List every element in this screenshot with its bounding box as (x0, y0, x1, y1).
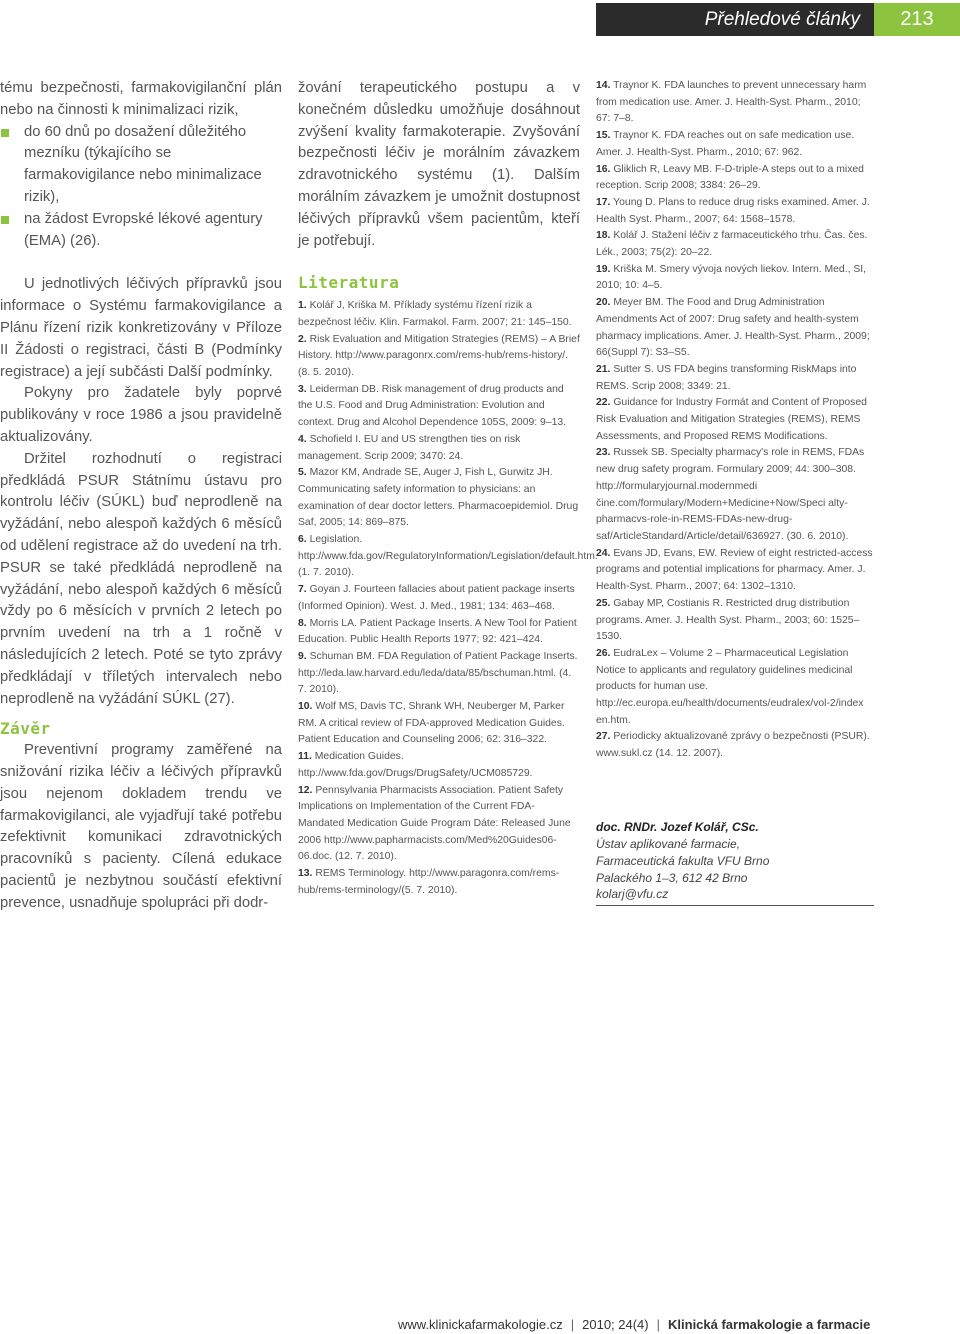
intro-text: tému bezpečnosti, farmakovigilanční plán nebo na činnosti k minimalizaci rizik, (0, 80, 282, 118)
reference-number: 14. (596, 80, 611, 91)
reference-number: 6. (298, 534, 307, 546)
reference-item (596, 228, 876, 261)
reference-text: Medication Guides. http://www.fda.gov/Drugs/DrugSafety/UCM085729. (298, 751, 533, 779)
reference-number: 5. (298, 467, 307, 479)
reference-item (298, 382, 580, 432)
reference-item (298, 582, 580, 615)
footer-website[interactable]: www.klinickafarmakologie.cz (398, 1317, 563, 1332)
column-left (0, 78, 282, 914)
reference-number: 12. (298, 784, 313, 796)
reference-item (596, 295, 876, 362)
reference-number: 8. (298, 617, 307, 629)
reference-number: 20. (596, 297, 611, 309)
reference-text: Wolf MS, Davis TC, Shrank WH, Neuberger M, Parker RM. A critical review of FDA-approved Medication Guides. Patient Education and Counseling 2006; 62: 316–322. (298, 701, 565, 746)
reference-number: 9. (298, 650, 307, 662)
author-block (596, 819, 874, 907)
author-address: Palackého 1–3, 612 42 Brno (596, 870, 748, 885)
reference-text: Russek SB. Specialty pharmacy's role in REMS, FDAs new drug safety program. Formulary 2009; 44: 300–308. http://formularyjournal.modernmedi čine.com/formulary/Modern+Medicine+Now/Speci alty-pharmacvs-role-in-REMS-FDAs-new-drug-saf/ArticleStandard/Article/detail/636927. (30. 6. 2010). (596, 447, 865, 542)
footer-journal: Klinická farmakologie a farmacie (668, 1317, 871, 1332)
reference-item (298, 532, 598, 582)
reference-list (298, 298, 598, 899)
page-header (596, 3, 960, 36)
author-email[interactable]: kolarj@vfu.cz (596, 887, 669, 902)
reference-text: Schofield I. EU and US strengthen ties on risk management. Scrip 2009; 3470: 24. (298, 433, 521, 462)
reference-number: 26. (596, 647, 611, 659)
page-footer: www.klinickafarmakologie.cz | 2010; 24(4) | Klinická farmakologie a farmacie (398, 1317, 871, 1332)
reference-number: 25. (596, 597, 611, 609)
reference-item (298, 866, 580, 899)
bullet-square-icon (1, 129, 9, 137)
reference-number: 27. (596, 731, 611, 743)
reference-text: Kolář J. Stažení léčiv z farmaceutického trhu. Čas. čes. Lék., 2003; 75(2): 20–22. (596, 230, 868, 259)
reference-text: Traynor K. FDA reaches out on safe medication use. Amer. J. Health-Syst. Pharm., 2010; 67: 962. (596, 130, 855, 158)
reference-item (596, 395, 876, 445)
continuation-text: žování terapeutického postupu a v konečném důsledku umožňuje dosáhnout zvýšení kvality farmakoterapie. Zvyšování bezpečnosti léčiv je morálním závazkem zdravotnického systému (1). Dalším morálním závazkem je umožnit dostupnost léčivých přípravků všem pacientům, kteří je potřebují. (298, 80, 580, 249)
reference-item (298, 298, 580, 331)
reference-number: 21. (596, 363, 611, 375)
reference-number: 18. (596, 230, 611, 242)
reference-number: 11. (298, 751, 312, 763)
reference-number: 19. (596, 263, 611, 275)
reference-number: 3. (298, 383, 307, 395)
reference-item (596, 596, 876, 646)
paragraph: Držitel rozhodnutí o registraci předkládá PSUR Státnímu ústavu pro kontrolu léčiv (SÚKL) buď neprodleně na vyžádání, nebo alespoň každých 6 měsíců od udělení registrace až do uvedení na trh. PSUR se také předkládá neprodleně na vyžádání, nebo alespoň každých 6 měsíců vždy po 6 měsících v prvních 2 letech po prvním uvedení na trh a 1 ročně v následujících 2 letech. Poté se tyto zprávy předkládají v tříletých intervalech nebo neprodleně na vyžádání SÚKL (27). (0, 450, 282, 707)
reference-text: Gliklich R, Leavy MB. F-D-triple-A steps out to a mixed reception. Scrip 2008; 3384: 26–29. (596, 163, 864, 192)
reference-number: 2. (298, 333, 307, 345)
reference-text: Schuman BM. FDA Regulation of Patient Package Inserts. http://leda.law.harvard.edu/leda/data/85/bschuman.html. (4. 7. 2010). (298, 650, 578, 696)
reference-text: Goyan J. Fourteen fallacies about patient package inserts (Informed Opinion). West. J. Med., 1981; 134: 463–468. (298, 584, 575, 612)
reference-list (596, 78, 876, 763)
reference-text: Legislation. http://www.fda.gov/RegulatoryInformation/Legislation/default.htm. (1. 7. 2010). (298, 534, 598, 579)
reference-number: 1. (298, 300, 307, 312)
reference-text: Young D. Plans to reduce drug risks examined. Amer. J. Health Syst. Pharm., 2007; 64: 1568–1578. (596, 196, 870, 225)
reference-number: 17. (596, 196, 611, 208)
reference-item (596, 646, 876, 730)
column-middle (298, 78, 598, 899)
reference-item (596, 162, 876, 195)
author-affiliation: Farmaceutická fakulta VFU Brno (596, 853, 770, 868)
reference-item (298, 749, 580, 782)
conclusion-heading: Závěr (0, 719, 51, 739)
reference-item (298, 699, 580, 749)
reference-number: 10. (298, 701, 313, 713)
bullet-item: do 60 dnů po dosažení důležitého mezníku (týkajícího se farmakovigilance nebo minimalizace rizik), (0, 122, 282, 209)
paragraph: U jednotlivých léčivých přípravků jsou informace o Systému farmakovigilance a Plánu řízení rizik konkretizovány v Příloze II Žádosti o registraci, části B (Podmínky registrace) a její subčásti Další podmínky. (0, 276, 282, 380)
reference-text: Morris LA. Patient Package Inserts. A New Tool for Patient Education. Public Health Reports 1977; 92: 421–424. (298, 617, 577, 646)
reference-text: Periodicky aktualizované zprávy o bezpečnosti (PSUR). www.sukl.cz (14. 12. 2007). (596, 731, 870, 760)
reference-number: 16. (596, 163, 611, 175)
page-number: 213 (874, 3, 960, 36)
reference-text: Mazor KM, Andrade SE, Auger J, Fish L, Gurwitz JH. Communicating safety information to physicians: an examination of dear doctor letters. Pharmacoepidemiol. Drug Saf, 2005; 14: 869–875. (298, 467, 579, 529)
reference-text: Evans JD, Evans, EW. Review of eight restricted-access programs and potential implications for pharmacy. Amer. J. Health-Syst. Pharm., 2007; 64: 1302–1310. (596, 547, 873, 593)
author-name: doc. RNDr. Jozef Kolář, CSc. (596, 819, 759, 834)
reference-item (596, 195, 876, 228)
footer-issue: 2010; 24(4) (582, 1317, 649, 1332)
reference-text: REMS Terminology. http://www.paragonra.com/rems-hub/rems-terminology/(5. 7. 2010). (298, 868, 560, 896)
reference-text: Gabay MP, Costianis R. Restricted drug distribution programs. Amer. J. Health Syst. Pharm., 2003; 60: 1525–1530. (596, 597, 860, 643)
reference-item (596, 128, 876, 161)
reference-text: Traynor K. FDA launches to prevent unnecessary harm from medication use. Amer. J. Health-Syst. Pharm., 2010; 67: 7–8. (596, 80, 867, 125)
reference-text: Risk Evaluation and Mitigation Strategies (REMS) – A Brief History. http://www.paragonrx.com/rems-hub/rems-history/. (8. 5. 2010). (298, 333, 580, 378)
reference-text: EudraLex – Volume 2 – Pharmaceutical Legislation Notice to applicants and regulatory guidelines medicinal products for human use. http://ec.europa.eu/health/documents/eudralex/vol-2/index en.htm. (596, 647, 864, 726)
reference-text: Pennsylvania Pharmacists Association. Patient Safety Implications on Implementation of the Current FDA-Mandated Medication Guide Program Dáte: Released June 2006 http://www.papharmacists.com/Med%20Guides06-06.doc. (12. 7. 2010). (298, 784, 571, 863)
bullet-item: na žádost Evropské lékové agentury (EMA) (26). (0, 209, 282, 253)
author-affiliation: Ústav aplikované farmacie, (596, 836, 741, 851)
reference-item (298, 465, 580, 532)
reference-number: 23. (596, 447, 611, 459)
reference-text: Kriška M. Smery vývoja nových liekov. Intern. Med., SI, 2010; 10: 4–5. (596, 263, 867, 292)
reference-item (596, 78, 876, 128)
reference-number: 7. (298, 584, 307, 596)
reference-item (596, 445, 876, 545)
reference-item (298, 332, 580, 382)
reference-item (298, 616, 580, 649)
reference-item (596, 262, 876, 295)
reference-text: Leiderman DB. Risk management of drug products and the U.S. Food and Drug Administration: Evolution and context. Drug and Alcohol Dependence 105S, 2009: 9–13. (298, 383, 567, 429)
reference-text: Sutter S. US FDA begins transforming RiskMaps into REMS. Scrip 2008; 3349: 21. (596, 363, 857, 392)
conclusion-text: Preventivní programy zaměřené na snižování rizika léčiv a léčivých přípravků jsou nejenom dokladem trendu ve farmakovigilanci, ale vyjadřují také potřebu zefektivnit komunikaci zdravotnických pracovníků s pacienty. Cílená edukace pacientů je nezbytnou součástí efektivní prevence, usnadňuje spolupráci při dodr- (0, 742, 282, 911)
reference-number: 13. (298, 868, 313, 880)
literature-heading: Literatura (298, 273, 400, 293)
reference-text: Guidance for Industry Formát and Content of Proposed Risk Evaluation and Mitigation Strategies (REMS), REMS Assessments, and Proposed REMS Modifications. (596, 397, 867, 442)
paragraph: Pokyny pro žadatele byly poprvé publikovány v roce 1986 a jsou pravidelně aktualizovány. (0, 385, 282, 445)
bullet-square-icon (1, 216, 9, 224)
reference-item (298, 783, 580, 867)
reference-item (298, 432, 580, 465)
reference-item (596, 729, 876, 762)
reference-number: 24. (596, 547, 611, 559)
section-title: Přehledové články (704, 9, 860, 30)
reference-item (596, 362, 876, 395)
reference-number: 15. (596, 130, 611, 142)
reference-text: Kolář J, Kriška M. Příklady systému řízení rizik a bezpečnost léčiv. Klin. Farmakol. Farm. 2007; 21: 145–150. (298, 300, 572, 328)
reference-item (298, 649, 580, 699)
reference-number: 22. (596, 397, 611, 409)
bullet-list (0, 122, 282, 253)
reference-number: 4. (298, 433, 307, 445)
column-right (596, 78, 876, 906)
reference-item (596, 546, 876, 596)
reference-text: Meyer BM. The Food and Drug Administration Amendments Act of 2007: Drug safety and health-system pharmacy implications. Amer. J. Health-Syst. Pharm., 2009; 66(Suppl 7): S3–S5. (596, 297, 870, 359)
